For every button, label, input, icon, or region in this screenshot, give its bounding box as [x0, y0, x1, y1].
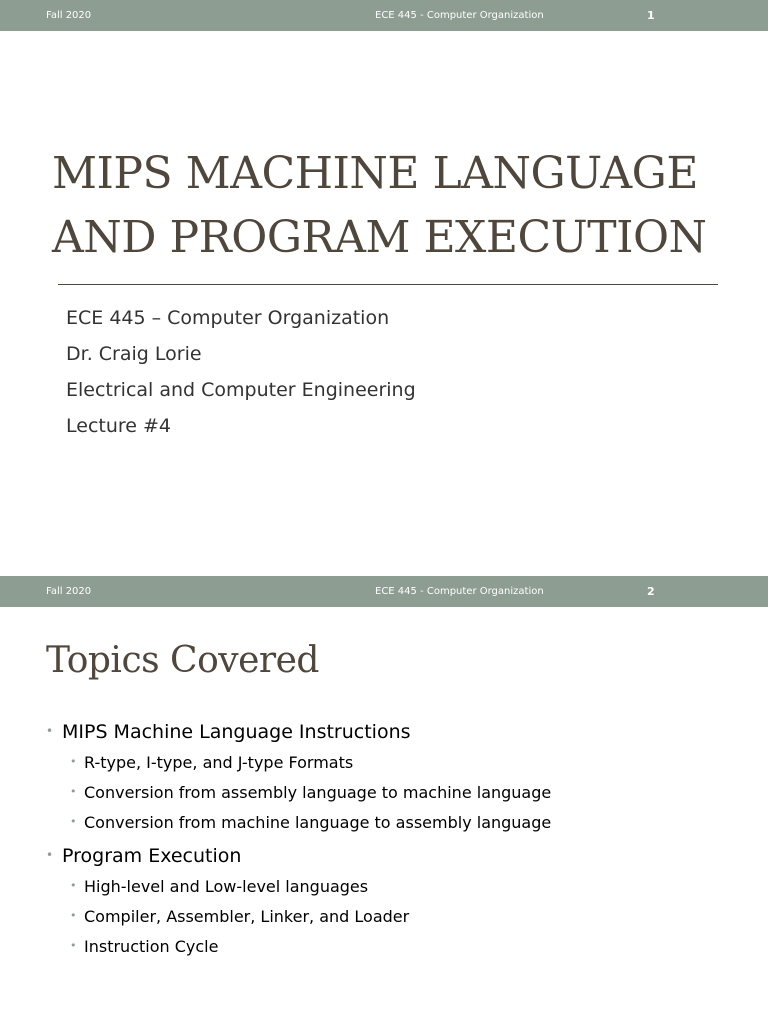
header-course: ECE 445 - Computer Organization [375, 10, 544, 21]
subtitle-lecture: Lecture #4 [66, 415, 172, 437]
sub-list-item: • Conversion from assembly language to machine language [68, 778, 551, 808]
slide-header-bar [0, 0, 768, 31]
subtitle-course: ECE 445 – Computer Organization [66, 307, 390, 329]
sub-list-item: • Instruction Cycle [68, 932, 551, 962]
header-course: ECE 445 - Computer Organization [375, 586, 544, 597]
list-item [46, 718, 551, 838]
subtitle-block [66, 300, 416, 444]
sub-list-item: • Conversion from machine language to assembly language [68, 808, 551, 838]
subtitle-department: Electrical and Computer Engineering [66, 379, 416, 401]
slide-gap [0, 512, 768, 576]
title-divider [58, 284, 718, 285]
subtitle-instructor: Dr. Craig Lorie [66, 343, 202, 365]
topics-list [46, 718, 551, 966]
bullet-text: • MIPS Machine Language Instructions [46, 718, 551, 746]
slide-2 [0, 576, 768, 1024]
slide-title: Topics Covered [46, 640, 319, 681]
header-term: Fall 2020 [46, 586, 92, 597]
sub-list [46, 872, 551, 962]
slide-title [52, 142, 752, 270]
title-line-1: MIPS MACHINE LANGUAGE [52, 148, 698, 199]
sub-list [46, 748, 551, 838]
list-item [46, 842, 551, 962]
header-term: Fall 2020 [46, 10, 92, 21]
slide-header-bar [0, 576, 768, 607]
title-line-2: AND PROGRAM EXECUTION [52, 212, 707, 263]
bullet-text: • Program Execution [46, 842, 551, 870]
sub-list-item: • Compiler, Assembler, Linker, and Loader [68, 902, 551, 932]
sub-list-item: • R-type, I-type, and J-type Formats [68, 748, 551, 778]
sub-list-item: • High-level and Low-level languages [68, 872, 551, 902]
page-number: 1 [647, 9, 655, 22]
page-number: 2 [647, 585, 655, 598]
